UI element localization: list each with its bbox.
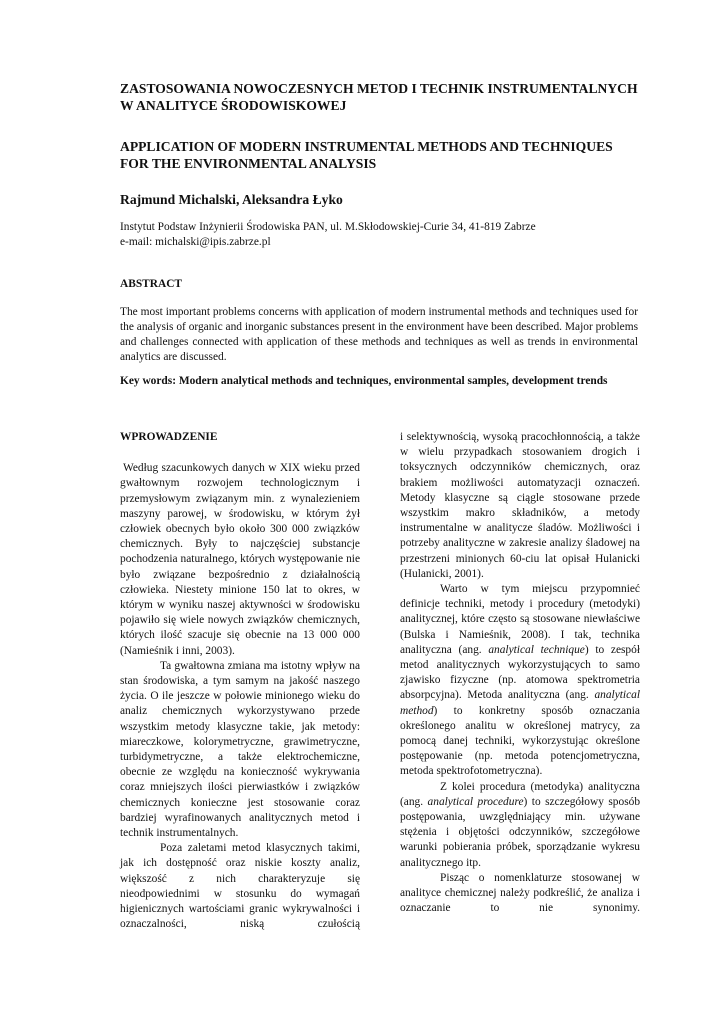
affiliation-institute: Instytut Podstaw Inżynierii Środowiska PAN, ul. M.Skłodowskiej-Curie 34, 41-819 Zabrze [120,221,536,233]
paragraph: Według szacunkowych danych w XIX wieku przed gwałtownym rozwojem technologicznym i przemysłowym związanym min. z wynalezieniem maszyny parowej, w środowisku, w którym żył człowiek obecnych było około 300 000 związków chemicznych. Były to najczęściej substancje pochodzenia naturalnego, których występowanie nie było związane bezpośrednio z działalnością człowieka. Niestety minione 150 lat to okres, w którym w wyniku naszej aktywności w środowisku pojawiło się wiele nowych związków chemicznych, których ilość szacuje się obecnie na 13 000 000 (Namieśnik i inni, 2003). [120,462,360,657]
section-heading: WPROWADZENIE [120,431,218,443]
abstract-text: The most important problems concerns with application of modern instrumental methods and techniques used for the analysis of organic and inorganic substances present in the environment have been described. Major problems and challenges connected with application of these methods and techniques as well as trends in environmental analytics are discussed. [120,306,638,363]
paragraph-text: ) to konkretny sposób oznaczania określonego analitu w określonej matrycy, za pomocą danej techniki, wykorzystując określone postępowanie (np. metoda potencjometryczna, metoda spektrofotometryczna). [400,704,640,778]
affiliation [120,220,640,250]
english-term: analytical method [400,689,640,717]
paragraph-text: Z kolei procedura (metodyka) analityczna (ang. [400,780,640,808]
title-polish: ZASTOSOWANIA NOWOCZESNYCH METOD I TECHNIK INSTRUMENTALNYCH W ANALITYCE ŚRODOWISKOWEJ [120,81,638,113]
title-english: APPLICATION OF MODERN INSTRUMENTAL METHODS AND TECHNIQUES FOR THE ENVIRONMENTAL ANALYSIS [120,139,613,171]
paragraph [400,780,640,871]
paragraph-text: ) to szczegółowy sposób postępowania, uwzględniający min. używane stężenia i objętości odczynników, szczegółowe warunki pobierania próbek, sporządzanie wykresu analitycznego itp. [400,795,641,869]
paragraph: i selektywnością, wysoką pracochłonnością, a także w wielu przypadkach stosowaniem drogich i toksycznych odczynników chemicznych, oraz brakiem możliwości automatyzacji oznaczeń. Metody klasyczne są ciągle stosowane przede wszystkim makro składników, a metody instrumentalne w analitycze śladów. Możliwości i potrzeby analityczne w zakresie analizy śladowej na przestrzeni minionych 60-ciu lat opisał Hulanicki (Hulanicki, 2001). [400,431,640,580]
paragraph: Ta gwałtowna zmiana ma istotny wpływ na stan środowiska, a tym samym na jakość naszego życia. O ile jeszcze w połowie minionego wieku do analiz chemicznych wykorzystywano przede wszystkim metody klasyczne takie, jak metody: miareczkowe, kolorymetryczne, grawimetryczne, turbidymetryczne, a także elektrochemiczne, obecnie ze względu na konieczność wykrywania coraz mniejszych ilości pierwiastków i związków chemicznych konieczne jest stosowanie coraz bardziej wyrafinowanych analitycznych metod i technik instrumentalnych. [120,659,360,840]
left-column [120,430,360,933]
english-term: analytical procedure [427,795,524,808]
paragraph [400,582,640,780]
affiliation-email: e-mail: michalski@ipis.zabrze.pl [120,236,271,248]
keywords: Key words: Modern analytical methods and techniques, environmental samples, development trends [120,375,608,387]
paragraph-text: Warto w tym miejscu przypomnieć definicje techniki, metody i procedury (metodyki) analitycznej, które często są stosowane niewłaściwe (Bulska i Namieśnik, 2008). I tak, technika analityczna (ang. [400,583,640,656]
authors: Rajmund Michalski, Aleksandra Łyko [120,192,343,207]
abstract-heading: ABSTRACT [120,278,183,290]
right-column [400,430,640,917]
paragraph-text: ) to zespół metod analitycznych wykorzystujących to samo zjawisko fizyczne (np. atomowa spektrometria absorpcyjna). Metoda analityczna (ang. [400,643,640,702]
english-term: analytical technique [488,643,585,656]
paragraph: Poza zaletami metod klasycznych takimi, jak ich dostępność oraz niskie koszty analiz, większość z nich charakteryzuje się nieodpowiednimi w stosunku do wymagań higienicznych wartościami granic wykrywalności i oznaczalności, niską czułością [120,842,360,931]
paragraph: Pisząc o nomenklaturze stosowanej w analityce chemicznej należy podkreślić, że analiza i oznaczanie to nie synonimy. [400,871,640,915]
